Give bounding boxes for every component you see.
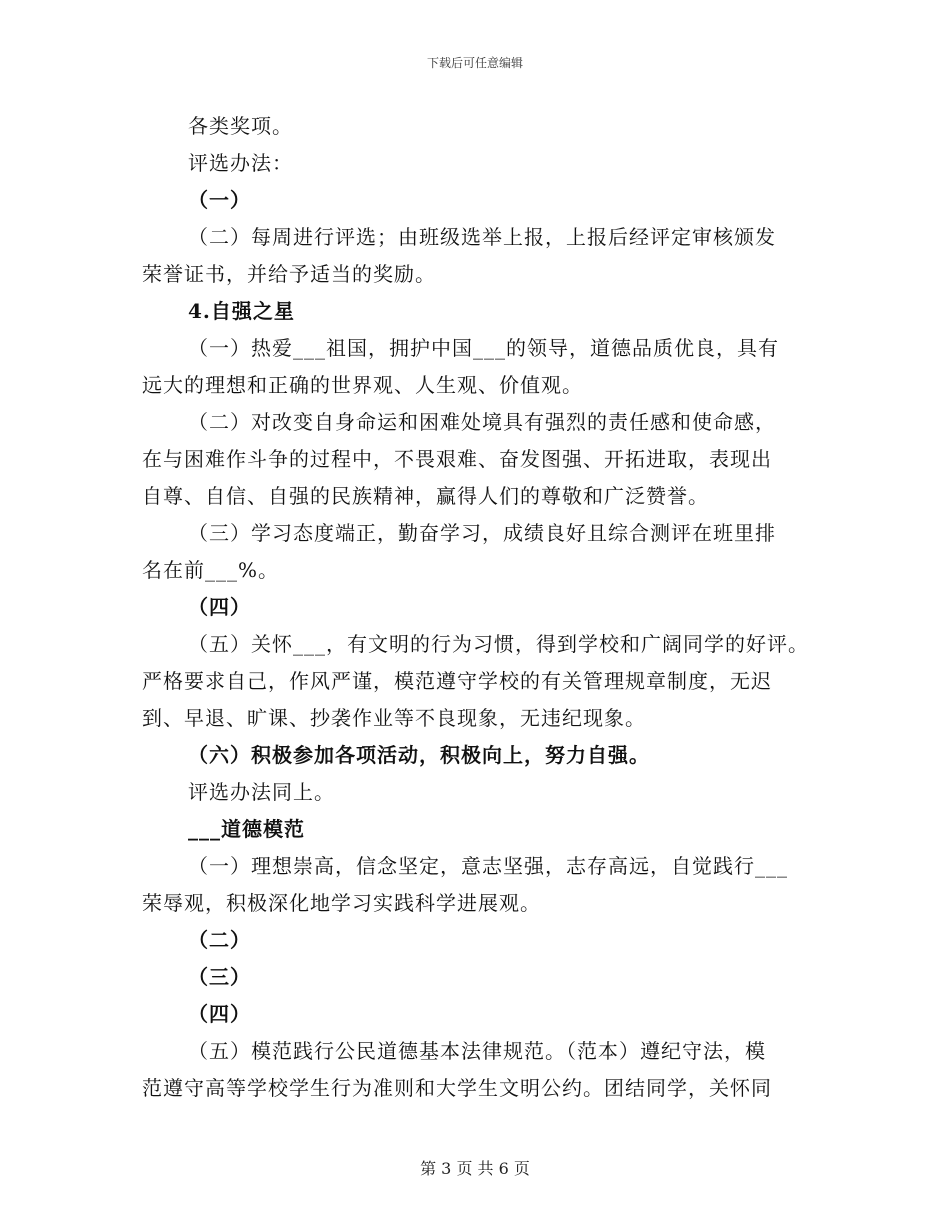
section-heading: 4.自强之星 (188, 299, 295, 323)
page-header: 下载后可任意编辑 (426, 56, 523, 70)
paragraph-line: 评选办法同上。 (188, 780, 335, 804)
paragraph-line: 在与困难作斗争的过程中，不畏艰难、奋发图强、开拓进取，表现出 (142, 447, 772, 471)
paragraph-line: （四） (188, 595, 251, 619)
paragraph-line: （三） (188, 965, 251, 989)
paragraph-line: 自尊、自信、自强的民族精神，赢得人们的尊敬和广泛赞誉。 (142, 484, 709, 508)
page-footer: 第 3 页 共 6 页 (420, 1159, 530, 1178)
paragraph-line: （三）学习态度端正，勤奋学习，成绩良好且综合测评在班里排 (188, 521, 776, 545)
paragraph-line: （五）模范践行公民道德基本法律规范。（范本）遵纪守法，模 (188, 1039, 766, 1063)
paragraph-line: 严格要求自己，作风严谨，模范遵守学校的有关管理规章制度，无迟 (142, 669, 772, 693)
paragraph-line: 远大的理想和正确的世界观、人生观、价值观。 (142, 373, 583, 397)
paragraph-line: （一）热爱___祖国，拥护中国___的领导，道德品质优良，具有 (188, 336, 779, 360)
paragraph-line: （二） (188, 928, 251, 952)
paragraph-line: （一） (188, 188, 251, 212)
paragraph-line: 到、早退、旷课、抄袭作业等不良现象，无违纪现象。 (142, 706, 646, 730)
paragraph-line: （四） (188, 1002, 251, 1026)
paragraph-line: （六）积极参加各项活动，积极向上，努力自强。 (188, 743, 650, 767)
section-heading: ___道德模范 (188, 817, 305, 841)
paragraph-line: 评选办法： (188, 151, 293, 175)
paragraph-line: （五）关怀___，有文明的行为习惯，得到学校和广阔同学的好评。 (188, 632, 809, 656)
paragraph-line: 名在前___%。 (142, 558, 280, 582)
paragraph-line: 荣誉证书，并给予适当的奖励。 (142, 262, 436, 286)
paragraph-line: （一）理想崇高，信念坚定，意志坚强，志存高远，自觉践行___ (188, 854, 788, 878)
paragraph-line: 荣辱观，积极深化地学习实践科学进展观。 (142, 891, 541, 915)
paragraph-line: 各类奖项。 (188, 114, 293, 138)
paragraph-line: （二）每周进行评选；由班级选举上报，上报后经评定审核颁发 (188, 225, 776, 249)
document-body (142, 108, 832, 1107)
paragraph-line: 范遵守高等学校学生行为准则和大学生文明公约。团结同学，关怀同 (142, 1076, 772, 1100)
paragraph-line: （二）对改变自身命运和困难处境具有强烈的责任感和使命感， (188, 410, 776, 434)
